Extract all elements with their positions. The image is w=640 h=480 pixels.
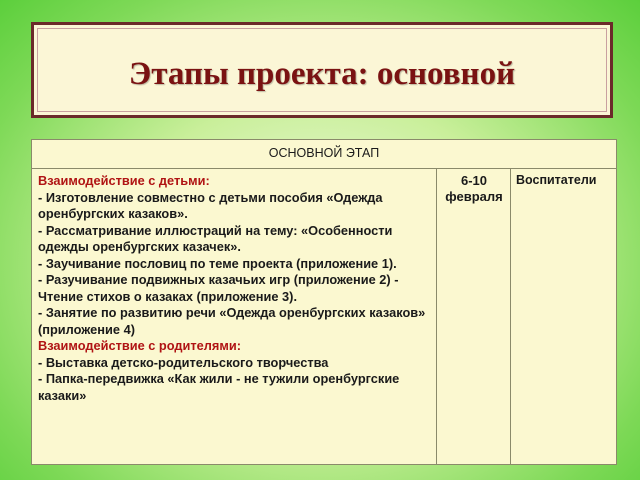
slide-title: Этапы проекта: основной [128, 55, 516, 92]
parents-item: - Папка-передвижка «Как жили - не тужили оренбургские казаки» [38, 371, 400, 403]
table-header: ОСНОВНОЙ ЭТАП [32, 140, 616, 169]
children-item: - Разучивание подвижных казачьих игр (приложение 2) - Чтение стихов о казаках (приложение 3). [38, 272, 399, 304]
responsible-cell: Воспитатели [516, 173, 597, 187]
title-box [31, 22, 613, 118]
children-item: - Изготовление совместно с детьми пособия «Одежда оренбургских казаков». [38, 189, 383, 221]
parents-heading: Взаимодействие с родителями: [38, 338, 241, 353]
parents-item: - Выставка детско-родительского творчества [38, 354, 329, 370]
stage-table [31, 139, 617, 465]
children-item: - Рассматривание иллюстраций на тему: «Особенности одежды оренбургских казачек». [38, 222, 393, 254]
children-heading: Взаимодействие с детьми: [38, 173, 210, 188]
children-item: - Занятие по развитию речи «Одежда оренбургских казаков» (приложение 4) [38, 305, 426, 337]
children-item: - Заучивание пословиц по теме проекта (приложение 1). [38, 255, 397, 271]
dates-cell: 6-10 февраля [438, 169, 511, 464]
activities-cell [32, 169, 437, 464]
